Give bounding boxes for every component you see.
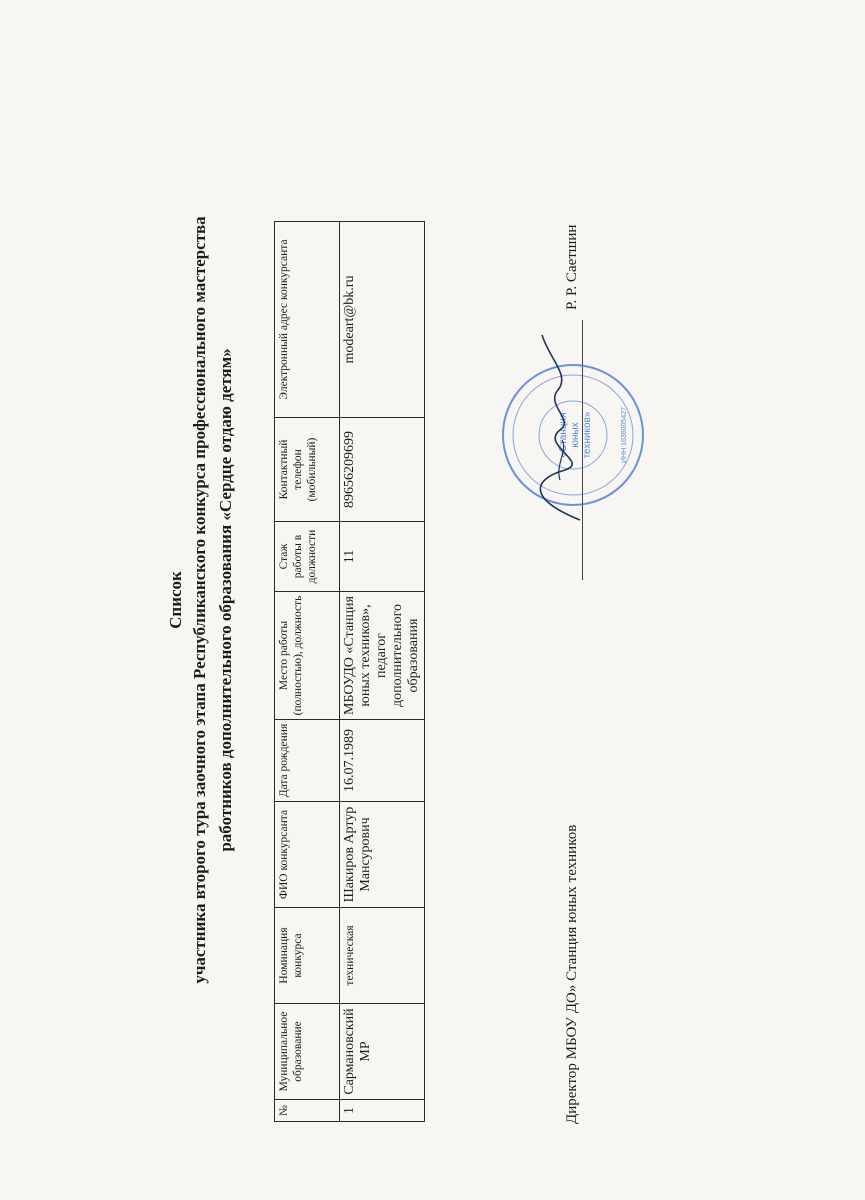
header-name: ФИО конкурсанта (275, 802, 340, 908)
header-email: Электронный адрес конкурсанта (275, 222, 340, 418)
cell-number: 1 (340, 1100, 425, 1122)
cell-experience: 11 (340, 522, 425, 592)
cell-email: modeart@bk.ru (340, 222, 425, 418)
cell-workplace: МБОУДО «Станция юных техников», педагог дополнительного образования (340, 592, 425, 720)
header-experience: Стаж работы в должности (275, 522, 340, 592)
table-row (340, 222, 425, 1122)
signer-name: Р. Р. Саетшин (564, 224, 580, 310)
svg-text:ИНН 1636005427: ИНН 1636005427 (621, 406, 628, 464)
svg-text:юных: юных (570, 422, 581, 448)
document-subtitle-line1: участника второго тура заочного этапа Республиканского конкурса профессионального мастерства (190, 216, 209, 984)
cell-nomination: техническая (340, 908, 425, 1004)
header-number: № (275, 1100, 340, 1122)
document-subtitle-line2: работников дополнительного образования «Сердце отдаю детям» (216, 348, 235, 852)
cell-municipality: Сармановский МР (340, 1004, 425, 1100)
cell-name: Шакиров Артур Мансурович (340, 802, 425, 908)
handwritten-signature-icon (520, 320, 600, 540)
table-header-row (275, 222, 340, 1122)
svg-text:техников»: техников» (582, 411, 593, 459)
header-nomination: Номинация конкурса (275, 908, 340, 1004)
director-title: Директор МБОУ ДО» Станция юных техников (564, 824, 580, 1124)
header-birth-date: Дата рождения (275, 720, 340, 802)
document-title: Список (166, 571, 185, 629)
svg-text:«Станция: «Станция (558, 412, 569, 458)
participants-table (274, 221, 425, 1122)
cell-birth-date: 16.07.1989 (340, 720, 425, 802)
header-phone: Контактный телефон (мобильный) (275, 418, 340, 522)
header-municipality: Муниципальное образование (275, 1004, 340, 1100)
cell-phone: 89656209699 (340, 418, 425, 522)
header-workplace: Место работы (полностью), должность (275, 592, 340, 720)
